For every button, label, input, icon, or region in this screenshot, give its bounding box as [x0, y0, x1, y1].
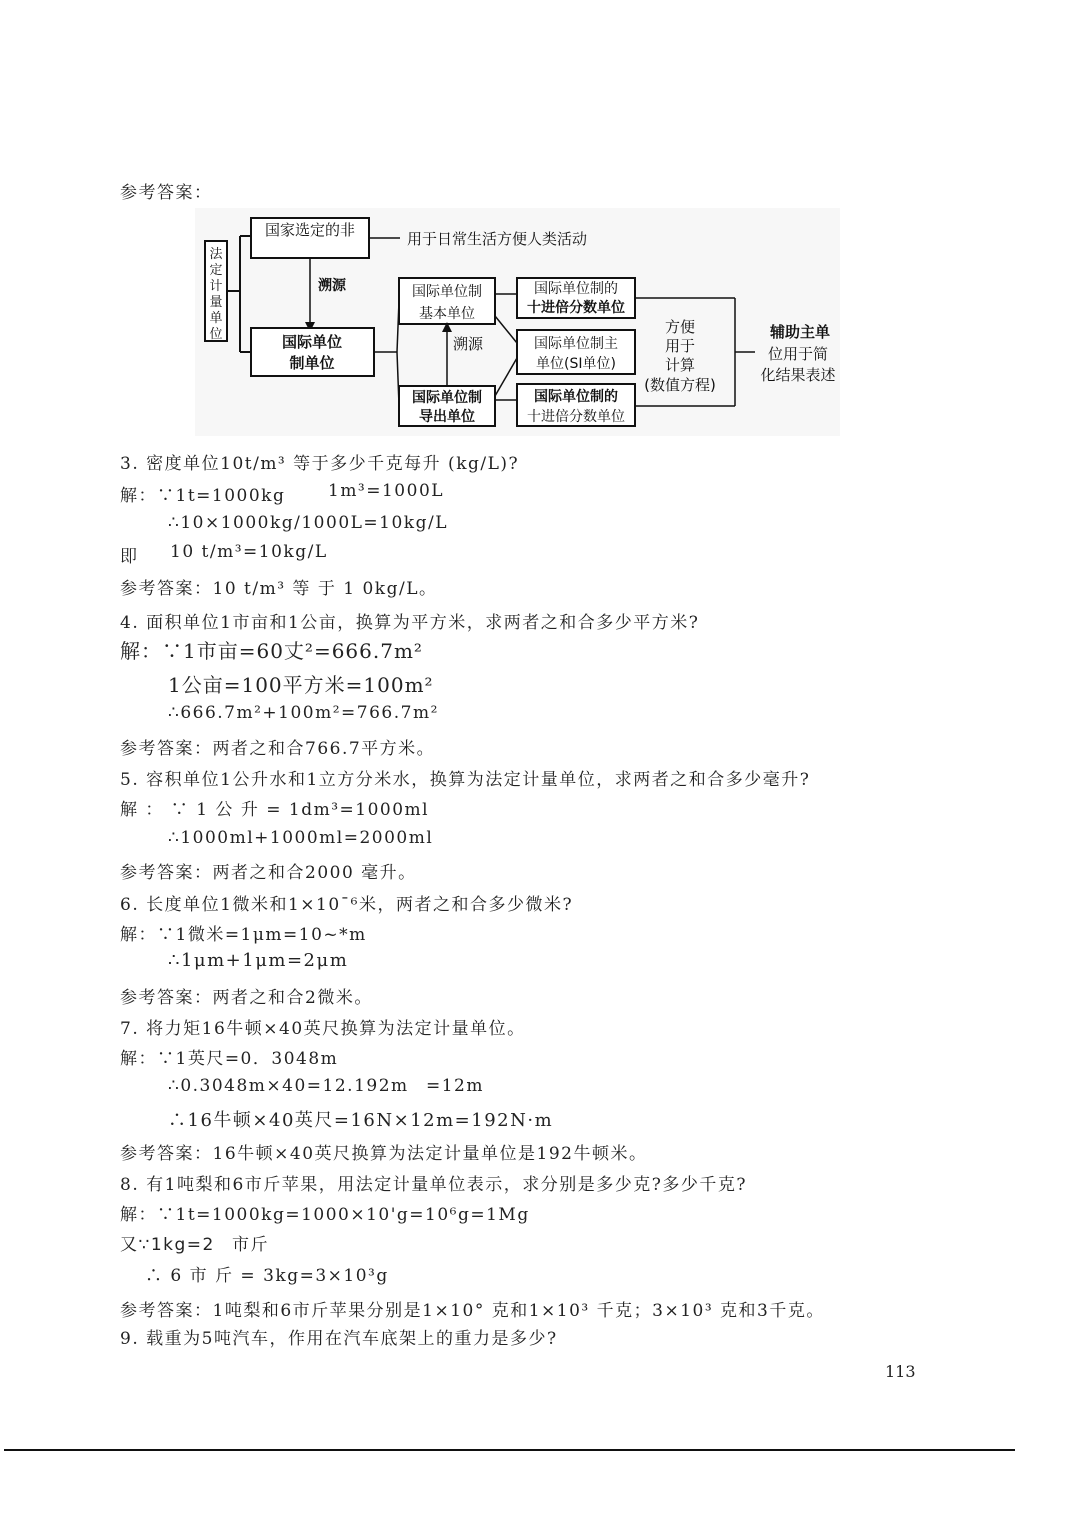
convenient-label: (数值方程)	[644, 376, 716, 394]
question-6: 6. 长度单位1微米和1×10ˉ⁶米，两者之和合多少微米?	[120, 895, 574, 915]
solution-line: =12m	[426, 1076, 484, 1096]
si-base-label: 国际单位制	[412, 284, 482, 300]
question-3: 3. 密度单位10t/m³ 等于多少千克每升 (kg/L)?	[120, 454, 520, 474]
answer-3: 参考答案：10 t/m³ 等 于 1 0kg/L。	[120, 579, 438, 599]
solution-line: 市斤	[232, 1235, 269, 1255]
page-number: 113	[885, 1362, 916, 1381]
decimal-units-top-label: 十进倍分数单位	[527, 300, 625, 316]
auxiliary-label: 位用于简	[767, 345, 829, 363]
question-7: 7. 将力矩16牛顿×40英尺换算为法定计量单位。	[120, 1019, 526, 1039]
answer-8: 参考答案：1吨梨和6市斤苹果分别是1×10° 克和1×10³ 千克；3×10³ 克和3千克。	[120, 1301, 825, 1321]
decimal-units-bottom-label: 十进倍分数单位	[527, 409, 625, 425]
daily-use-label: 用于日常生活方便人类活动	[407, 230, 588, 248]
solution-line: 解：∵1市亩=60丈²=666.7m²	[120, 639, 423, 663]
question-8: 8. 有1吨梨和6市斤苹果，用法定计量单位表示，求分别是多少克?多少千克?	[120, 1175, 747, 1195]
side-label-char: 位	[209, 327, 223, 342]
solution-line: 又∵1kg=2	[120, 1235, 215, 1255]
si-main-units-label: 国际单位制主	[534, 336, 618, 352]
trace-label: 溯源	[453, 335, 484, 353]
convenient-label: 用于	[664, 337, 696, 355]
question-4: 4. 面积单位1市亩和1公亩，换算为平方米，求两者之和合多少平方米?	[120, 613, 700, 633]
solution-line: ∴666.7m²+100m²=766.7m²	[168, 703, 439, 723]
solution-line: 解：∵1英尺=0．3048m	[120, 1049, 339, 1069]
answer-7: 参考答案：16牛顿×40英尺换算为法定计量单位是192牛顿米。	[120, 1144, 648, 1164]
convenient-label: 计算	[664, 356, 696, 374]
si-system-label: 制单位	[289, 354, 335, 372]
answer-6: 参考答案：两者之和合2微米。	[120, 988, 373, 1008]
auxiliary-label: 辅助主单	[769, 323, 831, 341]
solution-line: 1m³=1000L	[328, 481, 445, 501]
convenient-label: 方便	[664, 318, 696, 336]
decimal-units-bottom-label: 国际单位制的	[534, 389, 618, 405]
question-5: 5. 容积单位1公升水和1立方分米水，换算为法定计量单位，求两者之和合多少毫升?	[120, 770, 811, 790]
trace-label: 溯源	[318, 278, 346, 294]
national-units-label: 国家选定的非	[264, 221, 356, 239]
si-derived-label: 国际单位制	[412, 390, 482, 406]
solution-line: 解：∵1t=1000kg	[120, 486, 286, 506]
si-derived-label: 导出单位	[419, 409, 475, 425]
solution-line: 即	[120, 547, 139, 567]
solution-line: 解：∵1t=1000kg=1000×10'g=10⁶g=1Mg	[120, 1205, 530, 1225]
solution-line: ∴10×1000kg/1000L=10kg/L	[168, 513, 448, 533]
solution-line: ∴ 6 市 斤 = 3kg=3×10³g	[145, 1266, 389, 1286]
side-label-char: 法	[209, 247, 223, 262]
bottom-rule	[4, 1449, 1015, 1451]
solution-line: ∴16牛顿×40英尺=16N×12m=192N·m	[168, 1110, 554, 1131]
question-9: 9. 载重为5吨汽车，作用在汽车底架上的重力是多少?	[120, 1329, 558, 1349]
solution-line: 1公亩=100平方米=100m²	[168, 673, 434, 697]
si-main-units-label: 单位(SI单位)	[536, 356, 616, 372]
solution-line: ∴0.3048m×40=12.192m	[168, 1076, 409, 1096]
solution-line: ∴1000ml+1000ml=2000ml	[168, 828, 434, 848]
side-label-char: 定	[209, 263, 223, 278]
solution-line: 解：∵1微米=1μm=10~*m	[120, 925, 367, 945]
solution-line: 解 ： ∵ 1 公 升 = 1dm³=1000ml	[120, 800, 430, 820]
side-label-char: 计	[209, 279, 223, 294]
si-system-label: 国际单位	[281, 333, 343, 351]
si-units-diagram	[195, 208, 840, 436]
side-label-char: 量	[209, 295, 223, 310]
solution-line: 10 t/m³=10kg/L	[170, 542, 328, 562]
decimal-units-top-label: 国际单位制的	[534, 281, 618, 297]
si-base-label: 基本单位	[419, 306, 475, 322]
answer-5: 参考答案：两者之和合2000 毫升。	[120, 863, 417, 883]
answer-label: 参考答案：	[120, 183, 213, 203]
side-label-char: 单	[209, 311, 223, 326]
solution-line: ∴1μm+1μm=2μm	[168, 950, 349, 971]
answer-4: 参考答案：两者之和合766.7平方米。	[120, 739, 436, 759]
auxiliary-label: 化结果表述	[760, 366, 836, 384]
